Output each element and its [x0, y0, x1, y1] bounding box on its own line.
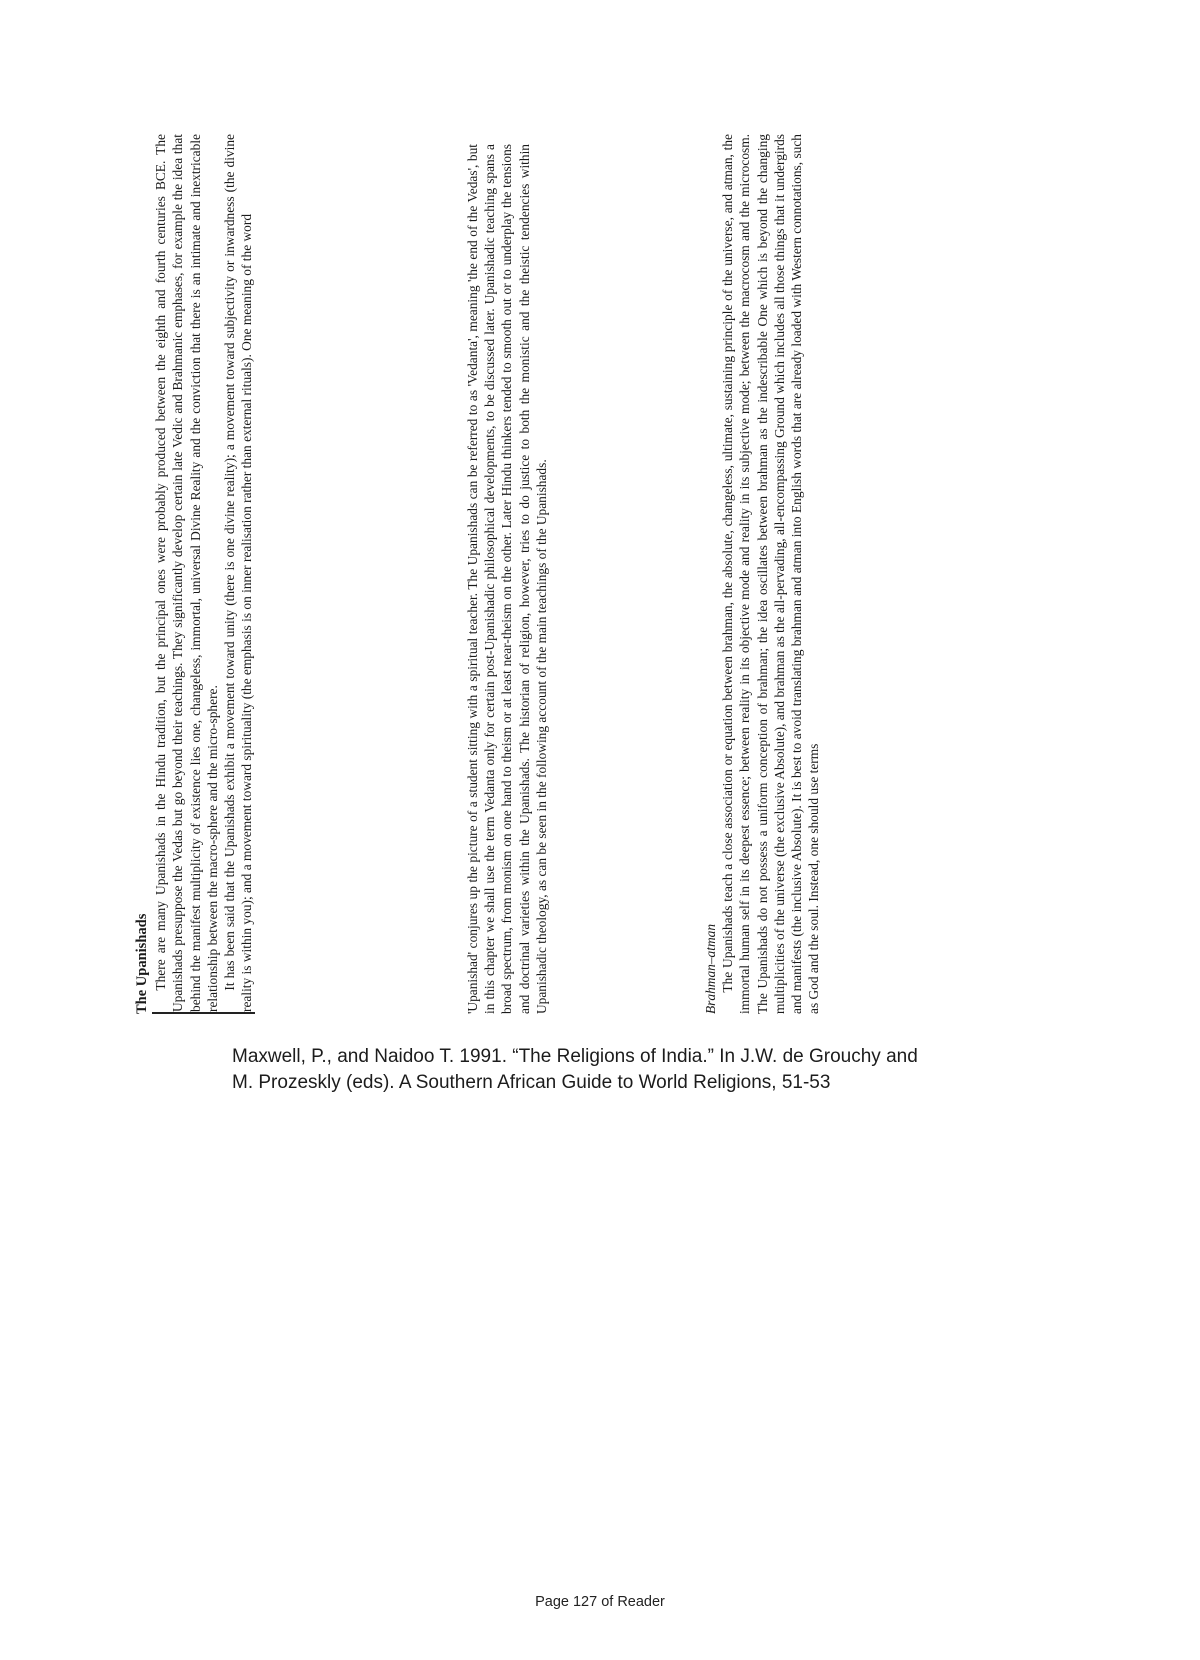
section-heading: The Upanishads [134, 913, 150, 1014]
marked-passage [152, 134, 255, 1014]
page-footer: Page 127 of Reader [535, 1594, 665, 1610]
paragraph-1: There are many Upanishads in the Hindu tradition, but the principal ones were probably produced between the eighth and fourth centuries BCE. The Upanishads presuppose the Vedas but go beyond their teachings. They significantly develop certain late Vedic and Brahmanic emphases, for example the idea that behind the manifest multiplicity of existence lies one, changeless, immortal, universal Divine Reality and the conviction that there is an intimate and inextricable relationship between the macro-sphere and the micro-sphere. [153, 134, 220, 1012]
column-two [464, 144, 550, 1014]
rotated-scanned-page [134, 136, 1014, 1014]
citation-line-2: M. Prozeskly (eds). A Southern African Guide to World Religions, 51-53 [232, 1072, 831, 1093]
column-one [134, 134, 255, 1014]
paragraph-3: 'Upanishad' conjures up the picture of a student sitting with a spiritual teacher. The Upanishads can be referred to as 'Vedanta', meaning 'the end of the Vedas', but in this chapter we shall use the term Vedanta only for certain post-Upanishadic philosophical developments, to be discussed later. Upanishadic teaching spans a broad spectrum, from monism on one hand to theism or at least near-theism on the other. Later Hindu thinkers tended to smooth out or to underplay the tensions and doctrinal varieties within the Upanishads. The historian of religion, however, tries to do justice to both the monistic and the theistic tendencies within Upanishadic theology, as can be seen in the following account of the main teachings of the Upanishads. [465, 144, 549, 1014]
subheading-brahman-atman: Brahman–atman [703, 923, 718, 1014]
paragraph-4: The Upanishads teach a close association or equation between brahman, the absolute, changeless, ultimate, sustaining principle of the universe, and atman, the immortal human self in its deepest essence; between reality in its objective mode and reality in its subjective mode; between the macrocosm and the microcosm. The Upanishads do not possess a uniform conception of brahman; the idea oscillates between brahman as the indescribable One which is beyond the changing multiplicities of the universe (the exclusive Absolute), and brahman as the all-pervading, all-encompassing Ground which includes all those things that it undergirds and manifests (the inclusive Absolute). It is best to avoid translating brahman and atman into English words that are already loaded with Western connotations, such as God and the soul. Instead, one should use terms [720, 134, 822, 1014]
citation [232, 1044, 1052, 1096]
column-three [702, 134, 822, 1014]
citation-line-1: Maxwell, P., and Naidoo T. 1991. “The Religions of India.” In J.W. de Grouchy and [232, 1046, 918, 1067]
paragraph-2: It has been said that the Upanishads exhibit a movement toward unity (there is one divine reality); a movement toward subjectivity or inwardness (the divine reality is within you); and a movement toward spirituality (the emphasis is on inner realisation rather than external rituals). One meaning of the word [222, 134, 255, 1012]
